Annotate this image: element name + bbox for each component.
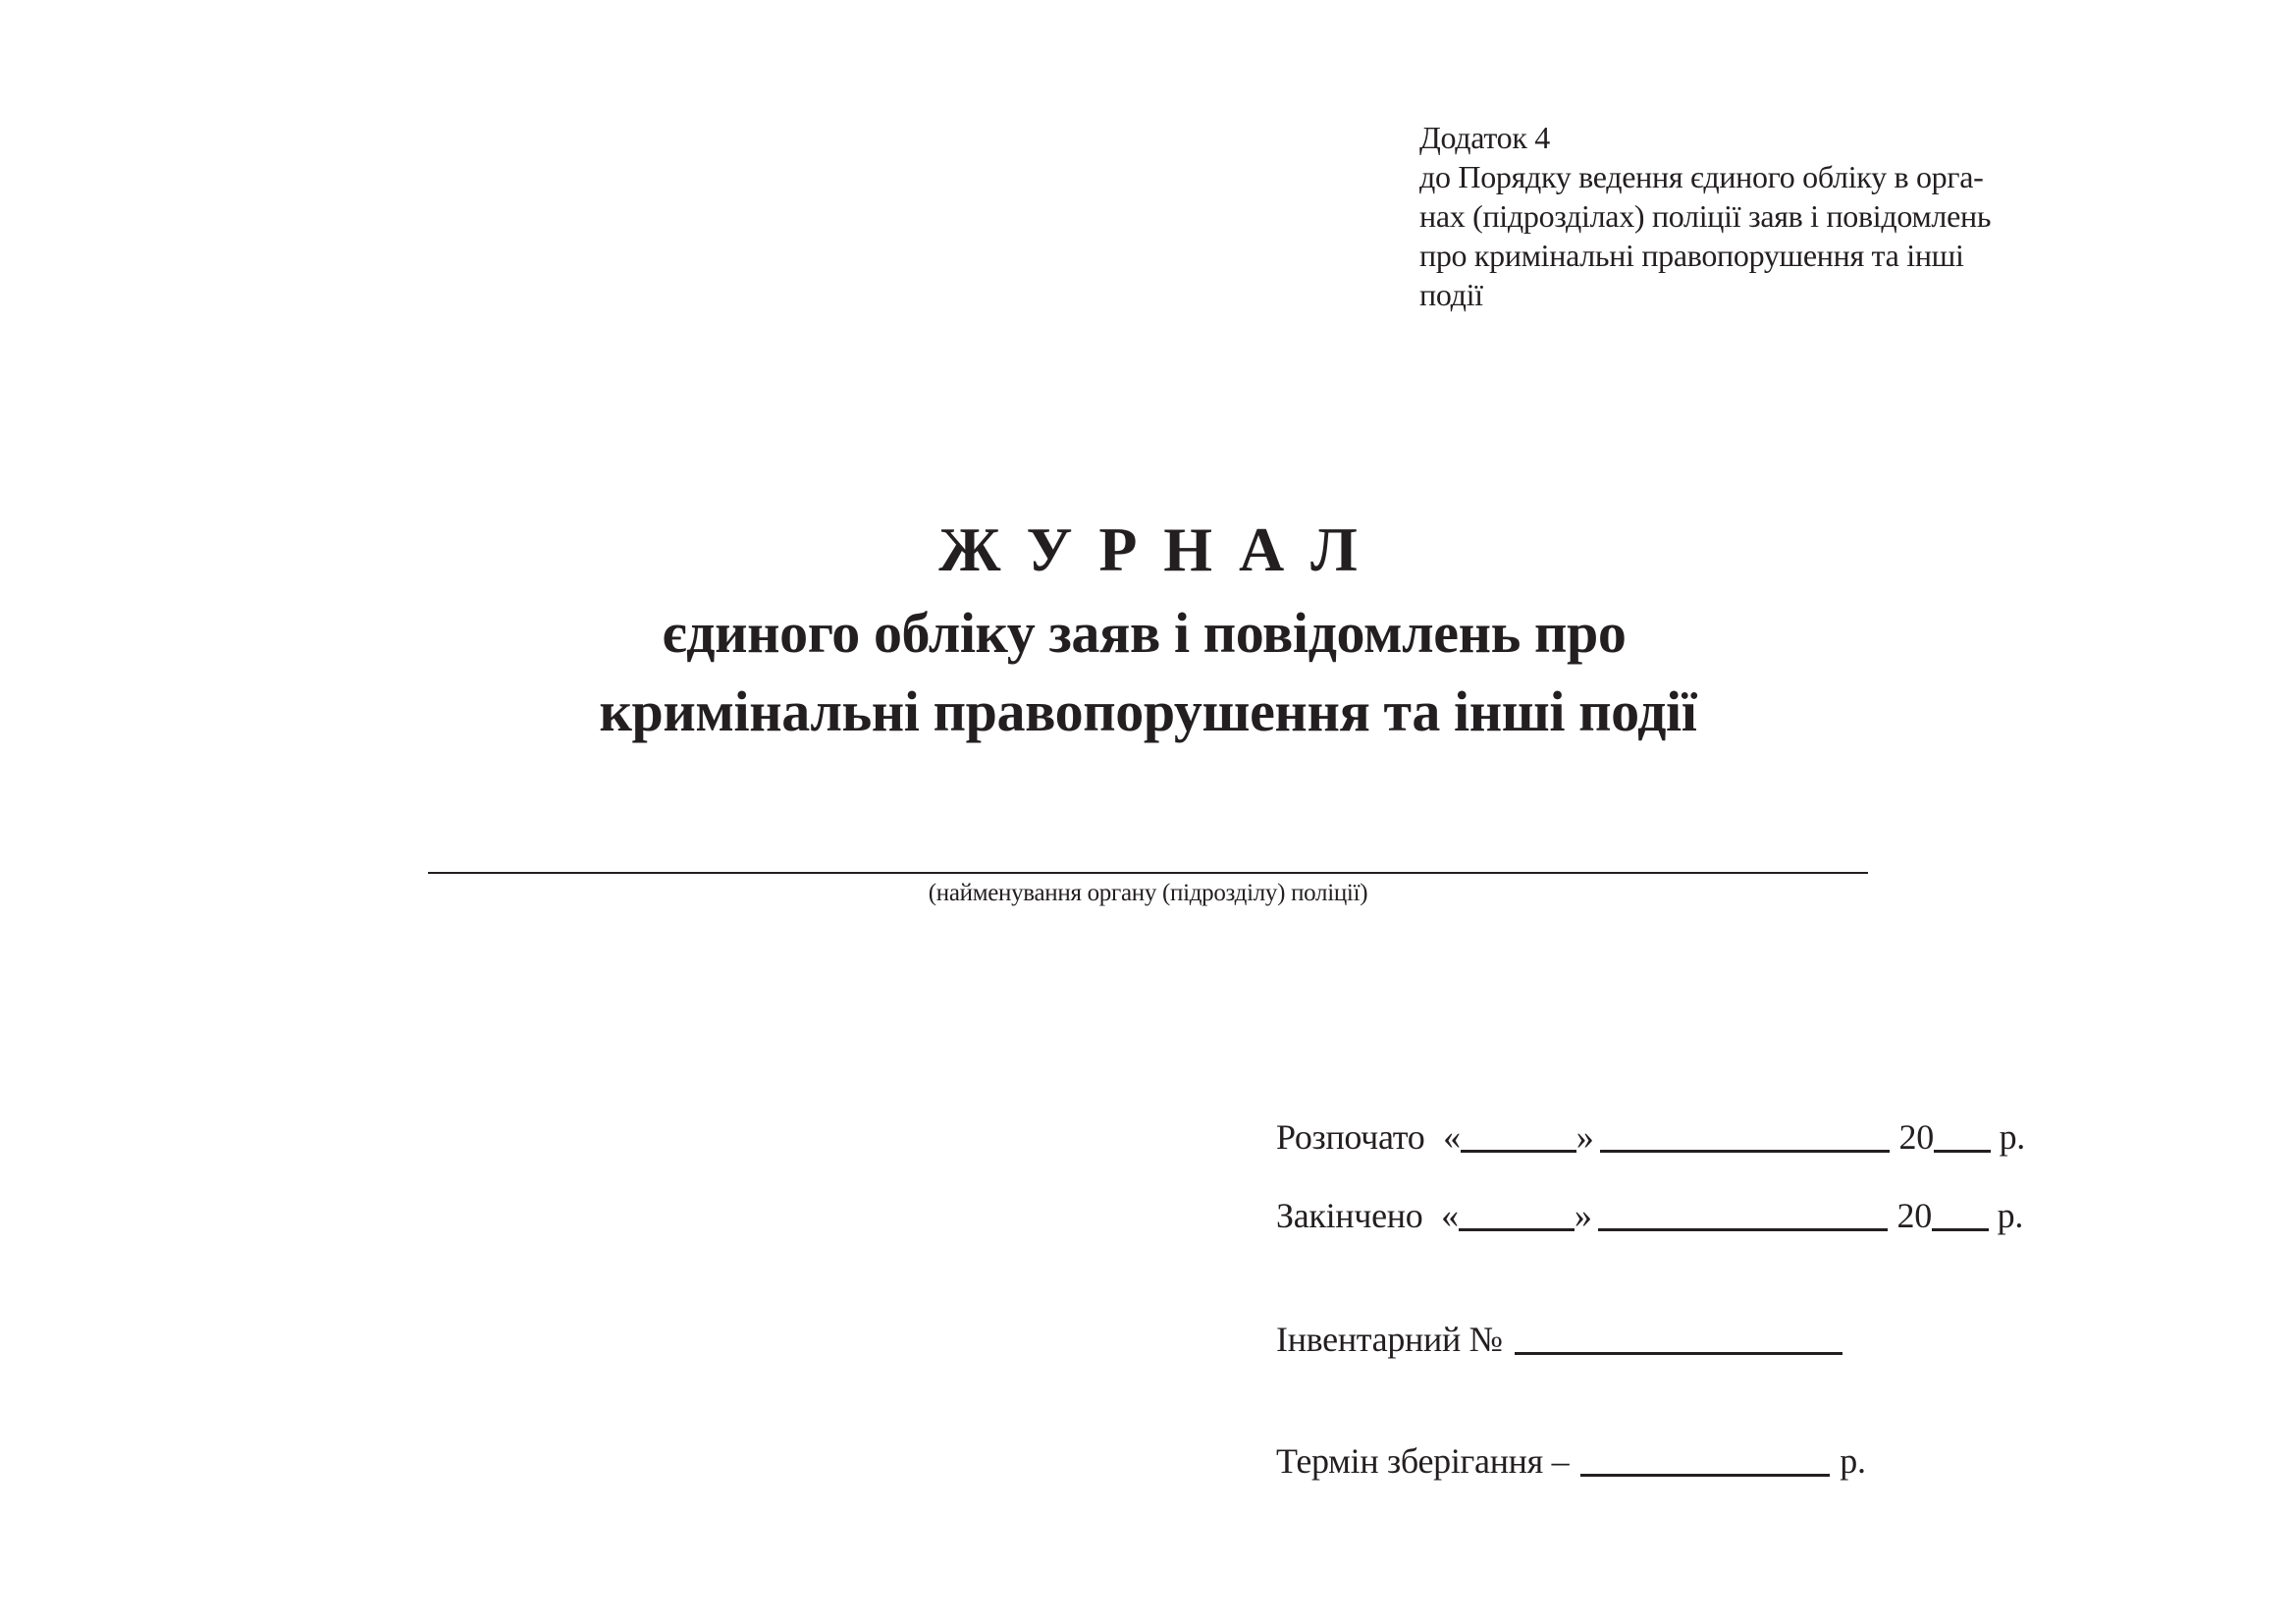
inventory-label: Інвентарний №	[1276, 1320, 1503, 1359]
close-quote: »	[1574, 1196, 1592, 1235]
retention-period-row	[1276, 1439, 1866, 1483]
started-date-row	[1276, 1115, 2025, 1159]
journal-subtitle-line-1: єдиного обліку заяв і повідомлень про	[662, 601, 1627, 665]
retention-suffix: р.	[1840, 1441, 1866, 1481]
close-quote: »	[1575, 1117, 1594, 1157]
finished-year-prefix: 20	[1896, 1196, 1932, 1235]
finished-year-suffix: р.	[1997, 1196, 2024, 1235]
finished-date-row	[1276, 1194, 2023, 1237]
appendix-line: події	[1419, 277, 1483, 312]
journal-subtitle-line-2: кримінальні правопорушення та інші події	[599, 679, 1697, 743]
appendix-line: до Порядку ведення єдиного обліку в орга-	[1419, 159, 1984, 194]
retention-label: Термін зберігання –	[1276, 1441, 1570, 1481]
appendix-line: нах (підрозділах) поліції заяв і повідомлень	[1419, 198, 1992, 234]
journal-heading: ЖУРНАЛ	[938, 514, 1384, 584]
appendix-reference	[1419, 118, 2048, 314]
open-quote: «	[1443, 1117, 1461, 1157]
finished-label: Закінчено	[1276, 1196, 1423, 1235]
finished-month-field[interactable]	[1598, 1201, 1888, 1231]
started-day-field[interactable]	[1461, 1122, 1576, 1153]
started-label: Розпочато	[1276, 1117, 1425, 1157]
started-month-field[interactable]	[1600, 1122, 1890, 1153]
started-year-field[interactable]	[1934, 1122, 1991, 1153]
organization-name-caption: (найменування органу (підрозділу) поліції)	[928, 880, 1368, 906]
open-quote: «	[1441, 1196, 1459, 1235]
inventory-number-field[interactable]	[1515, 1325, 1842, 1355]
appendix-title: Додаток 4	[1419, 120, 1550, 155]
started-year-prefix: 20	[1898, 1117, 1934, 1157]
finished-day-field[interactable]	[1459, 1201, 1575, 1231]
retention-period-field[interactable]	[1580, 1446, 1830, 1477]
inventory-number-row	[1276, 1318, 1842, 1361]
finished-year-field[interactable]	[1932, 1201, 1989, 1231]
appendix-line: про кримінальні правопорушення та інші	[1419, 238, 1964, 273]
started-year-suffix: р.	[1999, 1117, 2026, 1157]
organization-name-field[interactable]	[428, 872, 1868, 874]
